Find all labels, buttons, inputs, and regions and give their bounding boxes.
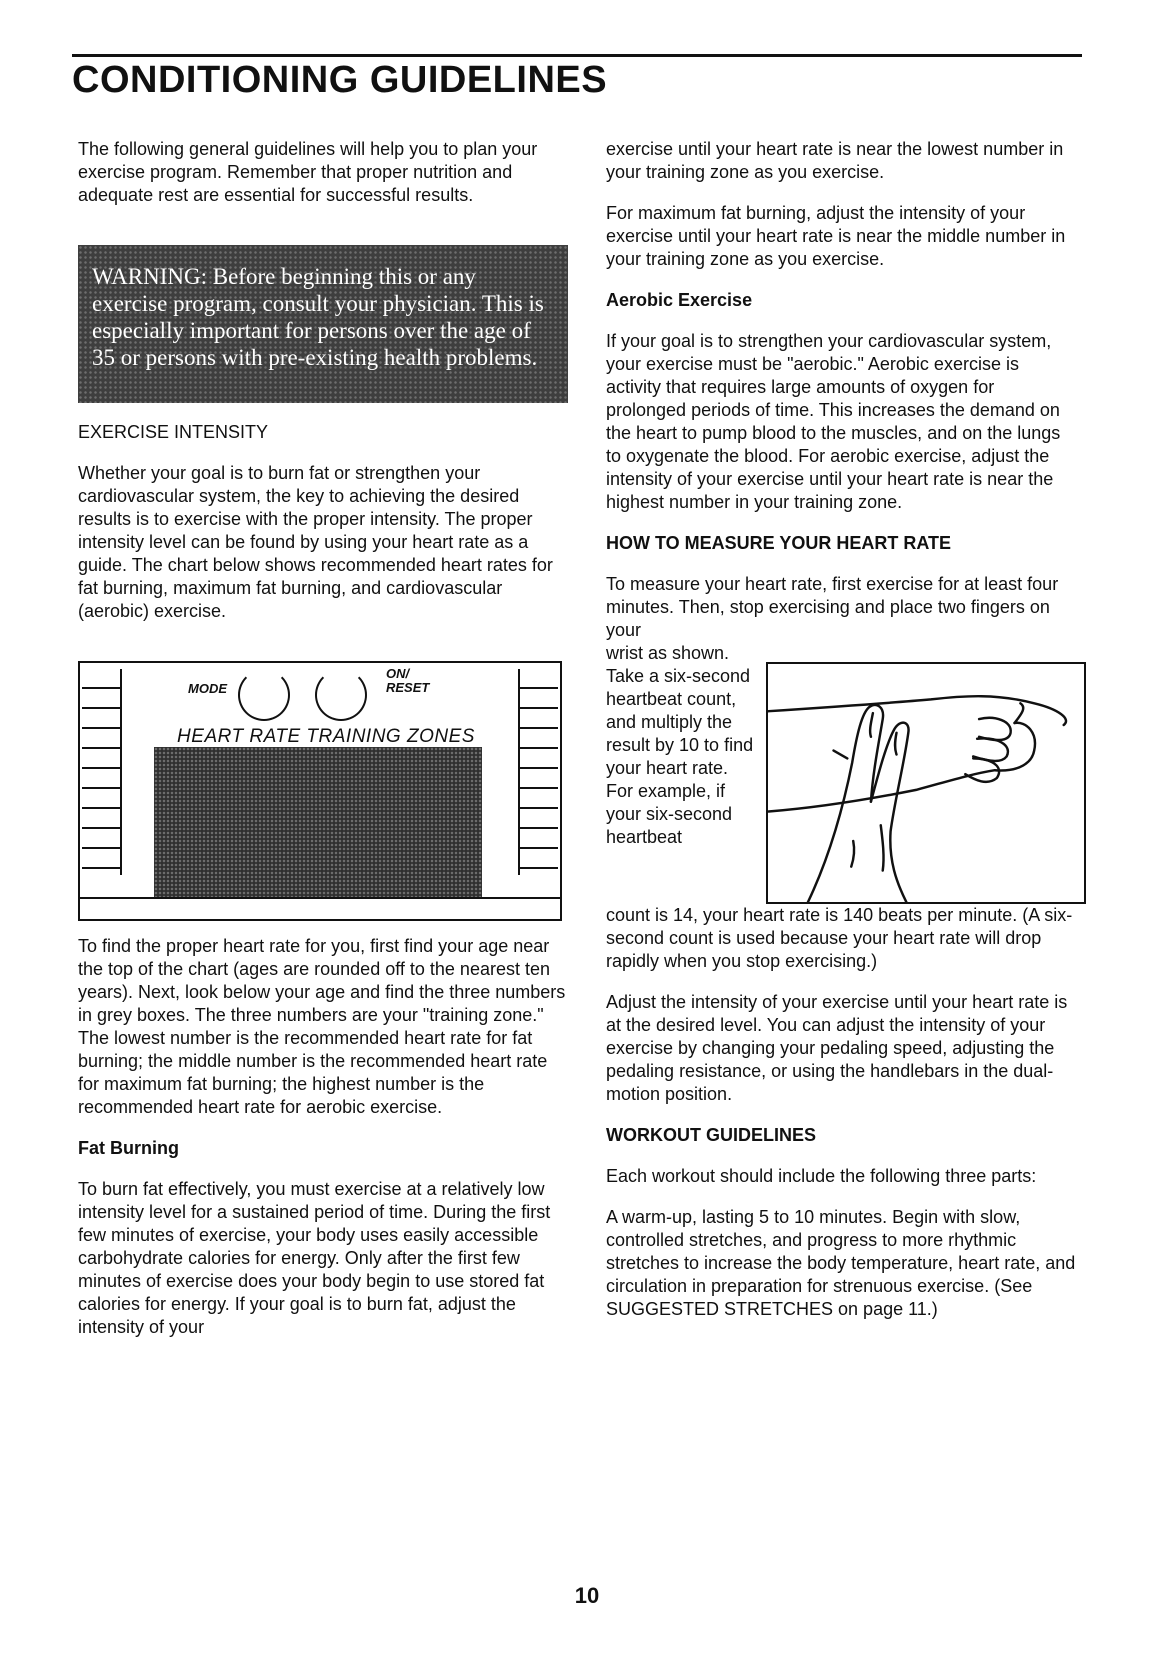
exercise-intensity-heading: EXERCISE INTENSITY xyxy=(78,422,269,442)
measure-side-text: wrist as shown. Take a six-second heartbeat count, and multiply the result by 10 to find your heart rate. For example, if your six-second heartbeat xyxy=(606,643,754,847)
console-illustration xyxy=(78,661,562,921)
mode-button-icon xyxy=(238,669,290,721)
max-fat-paragraph: For maximum fat burning, adjust the intensity of your exercise until your heart rate is near the middle number in your training zone as you exercise. xyxy=(606,203,1066,269)
pulse-section xyxy=(606,642,1078,904)
intro-paragraph: The following general guidelines will help you to plan your exercise program. Remember that proper nutrition and adequate rest are essential for successful results. xyxy=(78,139,538,205)
measure-intro: To measure your heart rate, first exercise for at least four minutes. Then, stop exercising and place two fingers on your xyxy=(606,574,1059,640)
warmup-paragraph: A warm-up, lasting 5 to 10 minutes. Begin with slow, controlled stretches, and progress to more rhythmic stretches to increase the body temperature, heart rate, and circulation in preparation for strenuous exercise. (See SUGGESTED STRETCHES on page 11.) xyxy=(606,1207,1076,1319)
measure-end: count is 14, your heart rate is 140 beats per minute. (A six-second count is used because your heart rate will drop rapidly when you stop exercising.) xyxy=(606,905,1073,971)
continued-paragraph: exercise until your heart rate is near the lowest number in your training zone as you exercise. xyxy=(606,139,1064,182)
fat-burning-paragraph: To burn fat effectively, you must exercise at a relatively low intensity level for a sustained period of time. During the first few minutes of exercise, your body uses easily accessible carbohydrate calories for energy. Only after the first few minutes of exercise does your body begin to use stored fat calories for energy. If your goal is to burn fat, adjust the intensity of your xyxy=(78,1179,551,1337)
left-column xyxy=(78,138,570,1339)
header-rule xyxy=(72,54,1082,57)
right-column xyxy=(606,138,1078,1321)
aerobic-paragraph: If your goal is to strengthen your cardiovascular system, your exercise must be "aerobic." Aerobic exercise is activity that requires large amounts of oxygen for prolonged periods of time. This increases the demand on the heart to pump blood to the muscles, and on the lungs to oxygenate the blood. For aerobic exercise, adjust the intensity of your exercise until your heart rate is near the highest number in your training zone. xyxy=(606,331,1061,512)
hand-illustration-icon xyxy=(768,664,1084,902)
zones-chart-image xyxy=(154,747,482,897)
reset-button-icon xyxy=(315,669,367,721)
wrist-pulse-figure xyxy=(766,662,1086,904)
warning-box: WARNING: Before beginning this or any exercise program, consult your physician. This is especially important for persons over the age of 35 or persons with pre-existing health problems. xyxy=(78,245,568,403)
aerobic-heading: Aerobic Exercise xyxy=(606,290,753,310)
console-base xyxy=(80,897,560,919)
fat-burning-heading: Fat Burning xyxy=(78,1138,179,1158)
page-number: 10 xyxy=(574,1583,600,1608)
console-vents-right xyxy=(518,669,558,875)
measure-heading: HOW TO MEASURE YOUR HEART RATE xyxy=(606,533,952,553)
find-rate-paragraph: To find the proper heart rate for you, first find your age near the top of the chart (ages are rounded off to the nearest ten years). Next, look below your age and find the three numbers in grey boxes. The three numbers are your "training zone." The lowest number is the recommended heart rate for fat burning; the middle number is the recommended heart rate for maximum fat burning; the highest number is the recommended heart rate for aerobic exercise. xyxy=(78,936,566,1117)
page-title: CONDITIONING GUIDELINES xyxy=(72,59,608,101)
adjust-paragraph: Adjust the intensity of your exercise until your heart rate is at the desired level. You can adjust the intensity of your exercise by changing your pedaling speed, adjusting the pedaling resistance, or using the handlebars in the dual-motion position. xyxy=(606,992,1068,1104)
reset-label: ON/ RESET xyxy=(386,666,430,695)
console-vents-left xyxy=(82,669,122,875)
mode-label: MODE xyxy=(188,681,227,696)
workout-heading: WORKOUT GUIDELINES xyxy=(606,1125,816,1145)
intensity-paragraph: Whether your goal is to burn fat or strengthen your cardiovascular system, the key to achieving the desired results is to exercise with the proper intensity. The proper intensity level can be found by using your heart rate as a guide. The chart below shows recommended heart rates for fat burning, maximum fat burning, and cardiovascular (aerobic) exercise. xyxy=(78,463,553,621)
workout-intro: Each workout should include the following three parts: xyxy=(606,1166,1037,1186)
zones-title: HEART RATE TRAINING ZONES xyxy=(177,726,475,747)
